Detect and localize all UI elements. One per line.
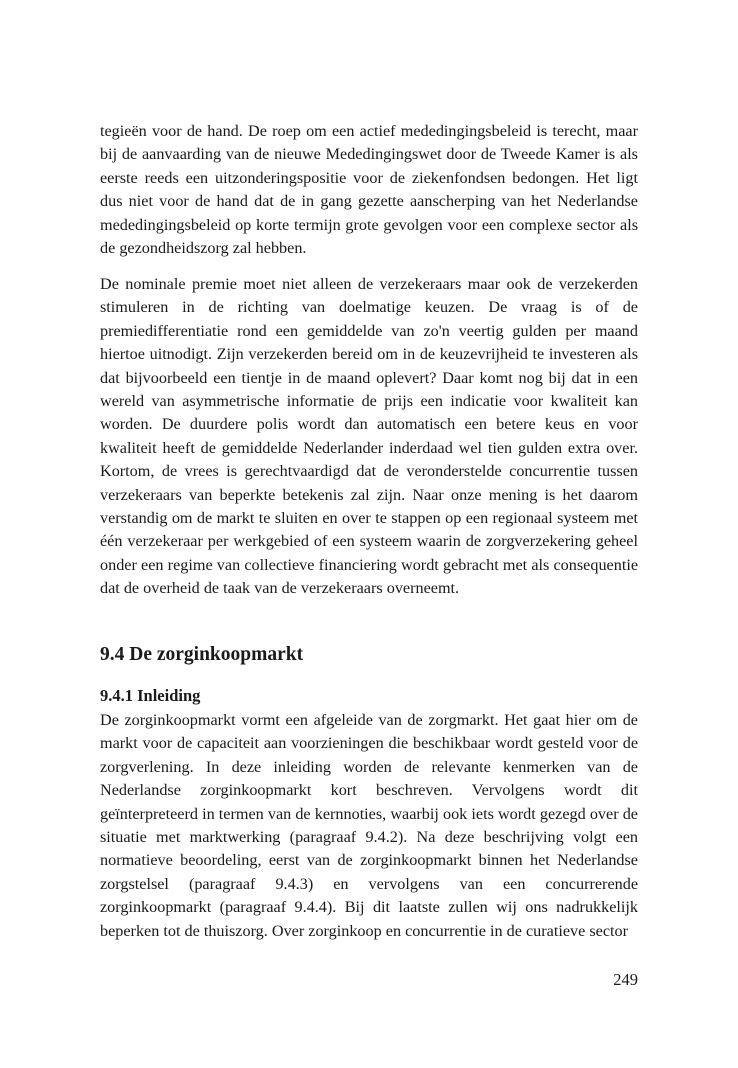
paragraph-competition-policy: tegieën voor de hand. De roep om een actief mededingingsbeleid is terecht, maar bij de aanvaarding van de nieuwe Mededingingswet door de Tweede Kamer is als eerste reeds een uitzonderingspositie voor de ziekenfondsen bedongen. Het ligt dus niet voor de hand dat de in gang gezette aanscherping van het Nederlandse mededingingsbeleid op korte termijn grote gevolgen voor een complexe sector als de gezondheidszorg zal hebben. — [100, 122, 638, 258]
paragraph-introduction: De zorginkoopmarkt vormt een afgeleide van de zorgmarkt. Het gaat hier om de markt voor de capaciteit aan voorzieningen die beschikbaar wordt gesteld voor de zorgverlening. In deze inleiding worden de relevante kenmerken van de Nederlandse zorginkoopmarkt kort beschreven. Vervolgens wordt dit geïnterpreteerd in termen van de kernnoties, waarbij ook iets wordt gezegd over de situatie met marktwerking (paragraaf 9.4.2). Na deze beschrijving volgt een normatieve beoordeling, eerst van de zorginkoopmarkt binnen het Nederlandse zorgstelsel (paragraaf 9.4.3) en vervolgens van een concurrerende zorginkoopmarkt (paragraaf 9.4.4). Bij dit laatste zullen wij ons nadrukkelijk beperken tot de thuiszorg. Over zorginkoop en concurrentie in de curatieve sector — [100, 711, 638, 940]
paragraph-nominal-premium: De nominale premie moet niet alleen de verzekeraars maar ook de verzekerden stimuleren in de richting van doelmatige keuzen. De vraag is of de premiedifferentiatie rond een gemiddelde van zo'n veertig gulden per maand hiertoe uitnodigt. Zijn verzekerden bereid om in de keuzevrijheid te investeren als dat bijvoorbeeld een tientje in de maand oplevert? Daar komt nog bij dat in een wereld van asymmetrische informatie de prijs een indicatie voor kwaliteit kan worden. De duurdere polis wordt dan automatisch een betere keus en voor kwaliteit heeft de gemiddelde Nederlander inderdaad wel tien gulden extra over. Kortom, de vrees is gerechtvaardigd dat de veronderstelde concurrentie tussen verzekeraars van beperkte betekenis zal zijn. Naar onze mening is het daarom verstandig om de markt te sluiten en over te stappen op een regionaal systeem met één verzekeraar per werkgebied of een systeem waarin de zorgverzekering geheel onder een regime van collectieve financiering wordt gebracht met als consequentie dat de overheid de taak van de verzekeraars overneemt. — [100, 275, 638, 598]
page-number: 249 — [613, 970, 638, 989]
subsection-heading: 9.4.1 Inleiding — [100, 686, 201, 705]
section-heading: 9.4 De zorginkoopmarkt — [100, 644, 304, 665]
